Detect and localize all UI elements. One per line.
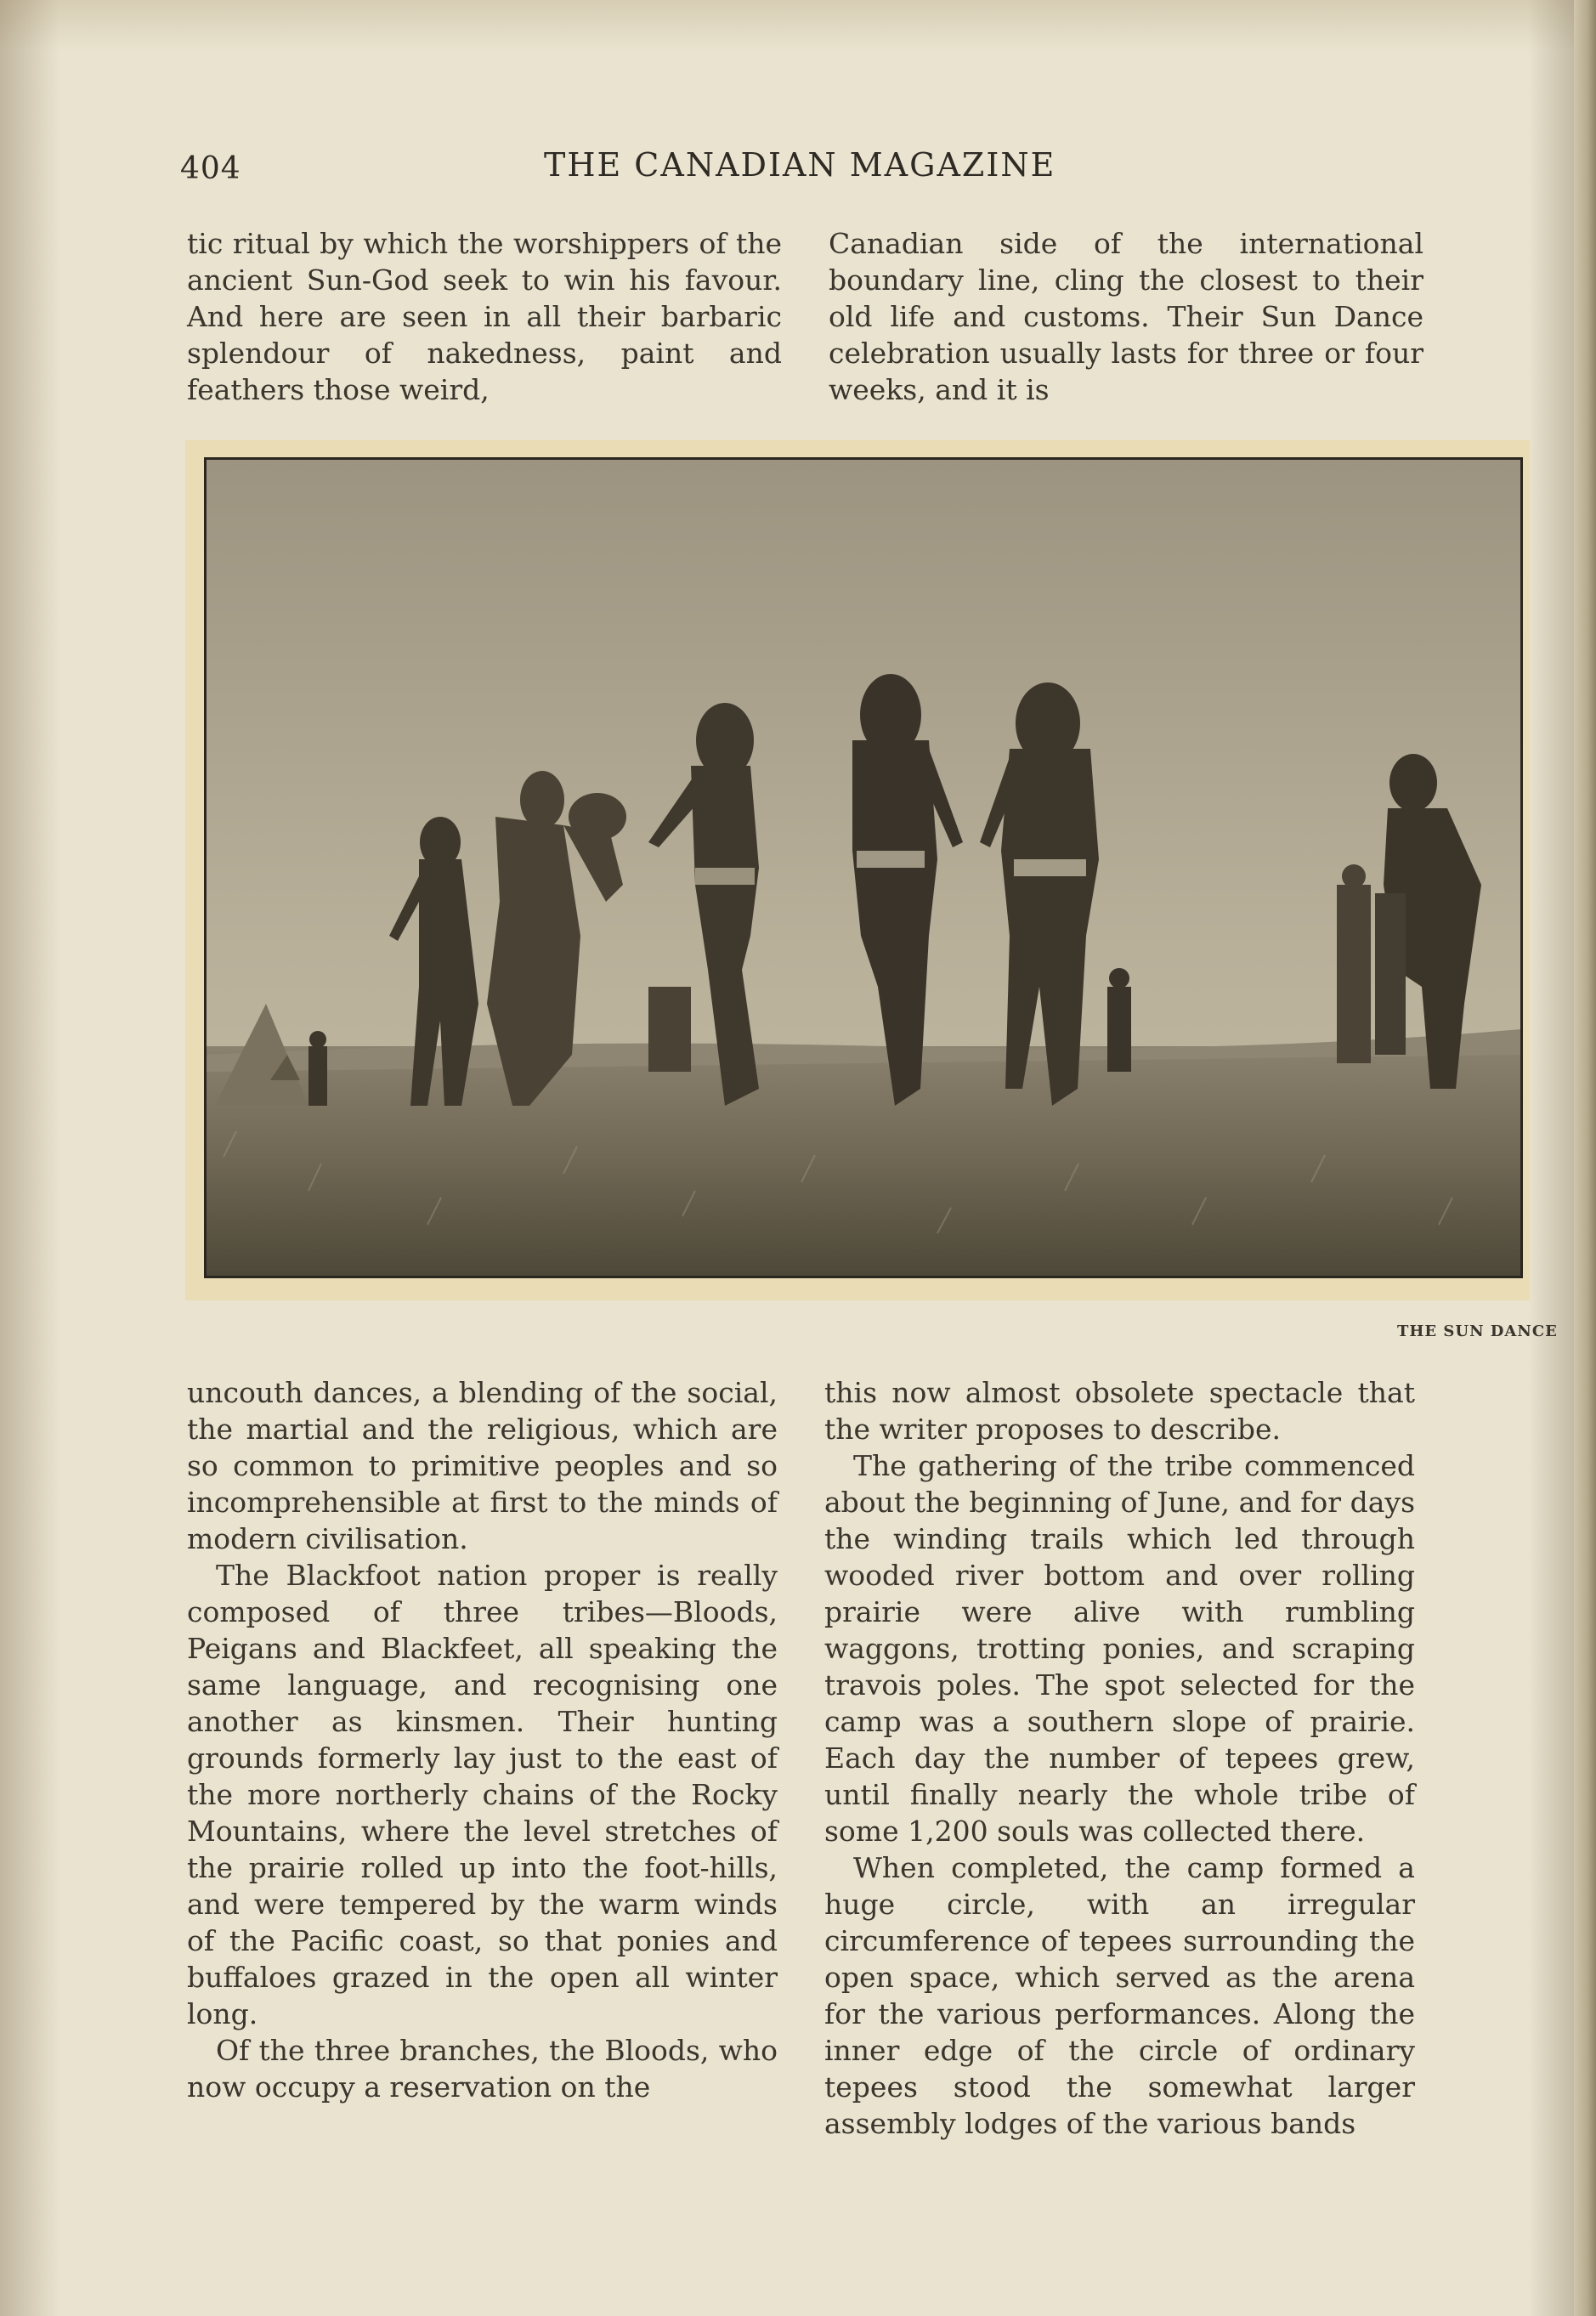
paragraph: Canadian side of the international boundary line, cling the closest to their old life and customs. Their Sun Dance celebration usually lasts for three or four weeks, and it is <box>829 227 1423 406</box>
paragraph: The gathering of the tribe commenced about the beginning of June, and for days the winding trails which led through wooded river bottom and over rolling prairie were alive with rumbling waggons, trotting ponies, and scraping travois poles. The spot selected for the camp was a southern slope of prairie. Each day the number of tepees grew, until finally nearly the whole tribe of some 1,200 souls was collected there. <box>824 1449 1415 1848</box>
text-column-bottom-right <box>824 1374 1415 2142</box>
paragraph: Of the three branches, the Bloods, who now occupy a reservation on the <box>187 2034 778 2104</box>
text-column-bottom-left <box>187 1374 778 2105</box>
sun-dance-photo-image <box>207 460 1520 1276</box>
sun-dance-photograph <box>204 457 1523 1278</box>
paragraph: When completed, the camp formed a huge circle, with an irregular circumference of tepees surrounding the open space, which served as the arena for the various performances. Along the inner edge of the circle of ordinary tepees stood the somewhat larger assembly lodges of the various bands <box>824 1851 1415 2140</box>
paragraph: uncouth dances, a blending of the social, the martial and the religious, which are so common to primitive peoples and so incomprehensible at first to the minds of modern civilisation. <box>187 1376 778 1555</box>
paragraph: this now almost obsolete spectacle that the writer proposes to describe. <box>824 1376 1415 1446</box>
magazine-title: THE CANADIAN MAGAZINE <box>544 146 1056 184</box>
page-number: 404 <box>180 151 241 186</box>
paragraph: The Blackfoot nation proper is really composed of three tribes—Bloods, Peigans and Blackfeet, all speaking the same language, and recognising one another as kinsmen. Their hunting grounds formerly lay just to the east of the more northerly chains of the Rocky Mountains, where the level stretches of the prairie rolled up into the foot-hills, and were tempered by the warm winds of the Pacific coast, so that ponies and buffaloes grazed in the open all winter long. <box>187 1559 778 2030</box>
photo-frame <box>185 440 1530 1300</box>
page-header <box>178 144 1419 195</box>
photo-caption: THE SUN DANCE <box>1397 1322 1558 1340</box>
text-column-top-left <box>187 225 782 408</box>
page-binding-edge <box>1574 0 1596 2316</box>
paragraph: tic ritual by which the worshippers of the ancient Sun-God seek to win his favour. And here are seen in all their barbaric splendour of nakedness, paint and feathers those weird, <box>187 227 782 406</box>
text-column-top-right <box>829 225 1423 408</box>
